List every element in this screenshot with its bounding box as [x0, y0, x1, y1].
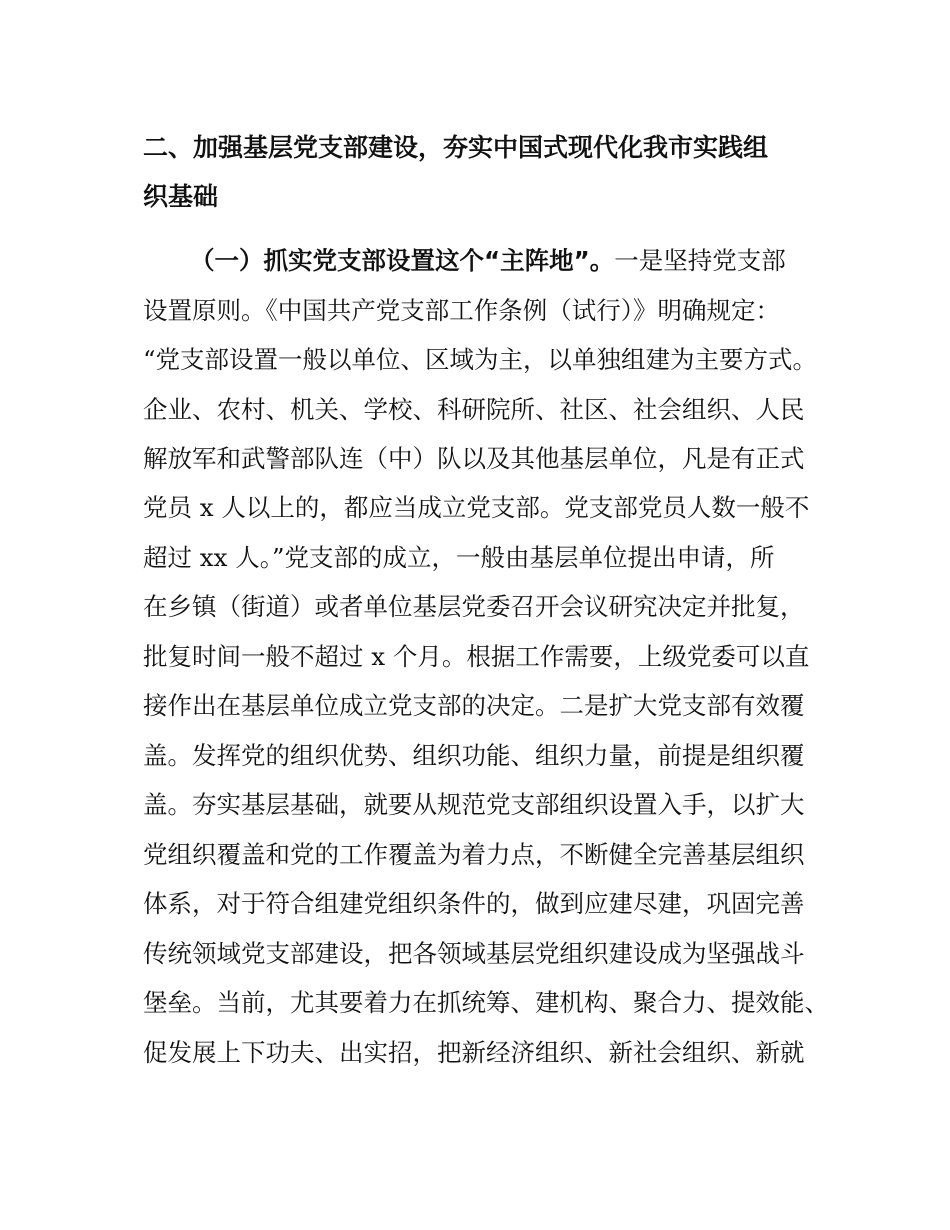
- paragraph-line: 批复时间一般不超过 x 个月。根据工作需要，上级党委可以直: [143, 642, 810, 671]
- subsection-title: （一）抓实党支部设置这个“主阵地”。: [190, 246, 615, 275]
- paragraph-line: 传统领域党支部建设，把各领域基层党组织建设成为坚强战斗: [143, 939, 805, 968]
- paragraph-line: 超过 xx 人。”党支部的成立，一般由基层单位提出申请，所: [143, 543, 775, 572]
- paragraph-line: 党组织覆盖和党的工作覆盖为着力点，不断健全完善基层组织: [143, 840, 805, 869]
- paragraph-first-line: [190, 242, 830, 277]
- paragraph-line: 一是坚持党支部: [614, 246, 786, 275]
- paragraph-line: 接作出在基层单位成立党支部的决定。二是扩大党支部有效覆: [143, 691, 805, 720]
- paragraph-line: “党支部设置一般以单位、区域为主，以单独组建为主要方式。: [143, 345, 818, 374]
- paragraph-line: 盖。发挥党的组织优势、组织功能、组织力量，前提是组织覆: [143, 741, 805, 770]
- paragraph-line: 在乡镇（街道）或者单位基层党委召开会议研究决定并批复，: [143, 592, 805, 621]
- paragraph-line: 盖。夯实基层基础，就要从规范党支部组织设置入手，以扩大: [143, 790, 805, 819]
- paragraph-line: 体系，对于符合组建党组织条件的，做到应建尽建，巩固完善: [143, 889, 805, 918]
- paragraph-line: 堡垒。当前，尤其要着力在抓统筹、建机构、聚合力、提效能、: [143, 988, 829, 1017]
- paragraph-line: 设置原则。《中国共产党支部工作条例（试行）》明确规定：: [143, 296, 780, 325]
- paragraph-line: 党员 x 人以上的，都应当成立党支部。党支部党员人数一般不: [143, 493, 810, 522]
- paragraph-line: 企业、农村、机关、学校、科研院所、社区、社会组织、人民: [143, 395, 805, 424]
- section-heading-line-2: 织基础: [143, 182, 219, 211]
- section-heading-line-1: 二、加强基层党支部建设，夯实中国式现代化我市实践组: [143, 133, 769, 162]
- paragraph-line: 促发展上下功夫、出实招，把新经济组织、新社会组织、新就: [143, 1038, 805, 1067]
- paragraph-line: 解放军和武警部队连（中）队以及其他基层单位，凡是有正式: [143, 444, 805, 473]
